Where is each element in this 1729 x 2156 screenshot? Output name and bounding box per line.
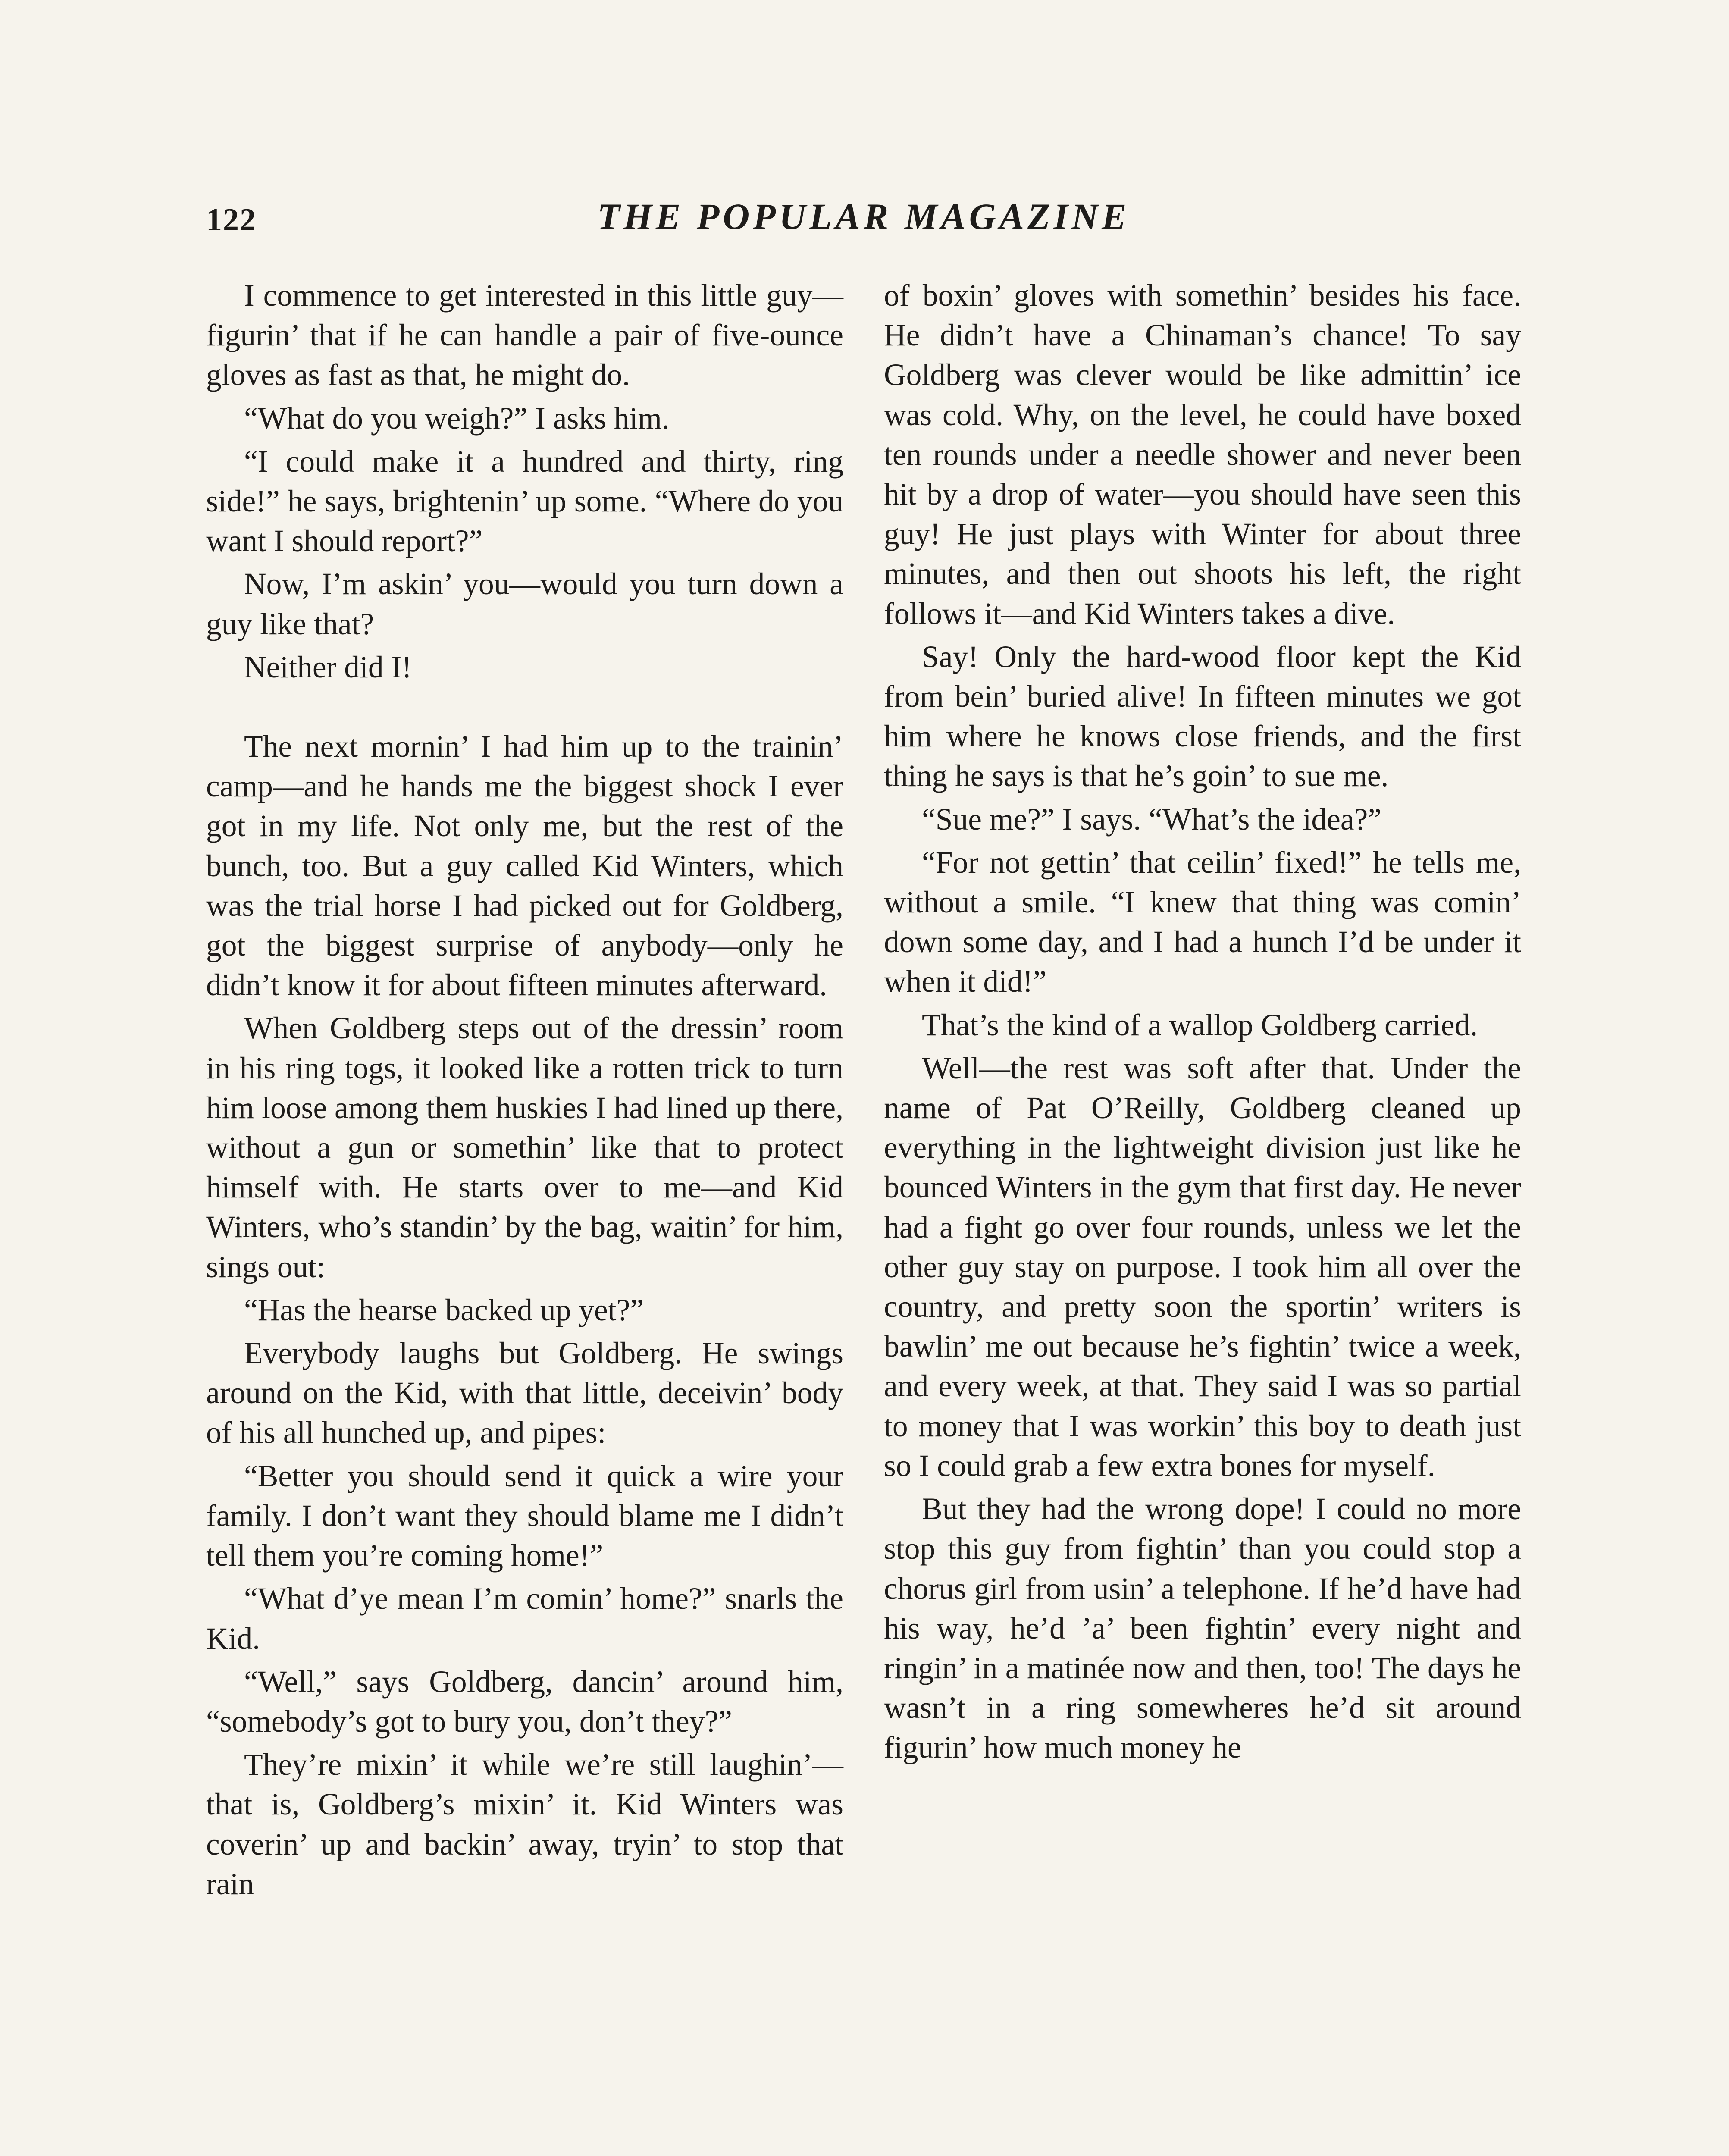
paragraph: “What d’ye mean I’m comin’ home?” snarls the Kid.	[206, 1582, 843, 1656]
paragraph: Well—the rest was soft after that. Under the name of Pat O’Reilly, Goldberg cleaned up everything in the lightweight division just like he bounced Winters in the gym that first day. He never had a fight go over four rounds, unless we let the other guy stay on purpose. I took him all over the country, and pretty soon the sportin’ writers is bawlin’ me out because he’s fightin’ twice a week, and every week, at that. They said I was so partial to money that I was workin’ this boy to death just so I could grab a few extra bones for myself.	[884, 1051, 1521, 1483]
paragraph: “Well,” says Goldberg, dancin’ around him, “somebody’s got to bury you, don’t they?”	[206, 1664, 843, 1739]
paragraph: Now, I’m askin’ you—would you turn down a guy like that?	[206, 567, 843, 641]
paragraph: “What do you weigh?” I asks him.	[244, 401, 670, 436]
paragraph: “I could make it a hundred and thirty, ring side!” he says, brightenin’ up some. “Where do you want I should report?”	[206, 444, 843, 558]
paragraph: That’s the kind of a wallop Goldberg carried.	[922, 1008, 1478, 1042]
paragraph: When Goldberg steps out of the dressin’ room in his ring togs, it looked like a rotten trick to turn him loose among them huskies I had lined up there, without a gun or somethin’ like that to protect himself with. He starts over to me—and Kid Winters, who’s standin’ by the bag, waitin’ for him, sings out:	[206, 1011, 843, 1284]
paragraph: “Has the hearse backed up yet?”	[244, 1293, 644, 1327]
paragraph: “Sue me?” I says. “What’s the idea?”	[922, 802, 1382, 837]
paragraph: “For not gettin’ that ceilin’ fixed!” he tells me, without a smile. “I knew that thing was comin’ down some day, and I had a hunch I’d be under it when it did!”	[884, 845, 1521, 999]
paragraph: Neither did I!	[244, 650, 412, 684]
right-column	[884, 276, 1521, 1771]
paragraph: of boxin’ gloves with somethin’ besides his face. He didn’t have a Chinaman’s chance! To say Goldberg was clever would be like admittin’ ice was cold. Why, on the level, he could have boxed ten rounds under a needle shower and never been hit by a drop of water—you should have seen this guy! He just plays with Winter for about three minutes, and then out shoots his left, the right follows it—and Kid Winters takes a dive.	[884, 279, 1521, 631]
paragraph: Say! Only the hard-wood floor kept the Kid from bein’ buried alive! In fifteen minutes we got him where he knows close friends, and the first thing he says is that he’s goin’ to sue me.	[884, 639, 1521, 793]
paragraph: I commence to get interested in this little guy—figurin’ that if he can handle a pair of five-ounce gloves as fast as that, he might do.	[206, 279, 843, 392]
running-head: THE POPULAR MAGAZINE	[597, 196, 1130, 237]
paragraph: Everybody laughs but Goldberg. He swings around on the Kid, with that little, deceivin’ body of his all hunched up, and pipes:	[206, 1336, 843, 1450]
left-column	[206, 276, 843, 1908]
paragraph: “Better you should send it quick a wire your family. I don’t want they should blame me I didn’t tell them you’re coming home!”	[206, 1459, 843, 1573]
paragraph: They’re mixin’ it while we’re still laughin’—that is, Goldberg’s mixin’ it. Kid Winters was coverin’ up and backin’ away, tryin’ to stop that rain	[206, 1748, 843, 1901]
paragraph: The next mornin’ I had him up to the trainin’ camp—and he hands me the biggest shock I ever got in my life. Not only me, but the rest of the bunch, too. But a guy called Kid Winters, which was the trial horse I had picked out for Goldberg, got the biggest surprise of anybody—only he didn’t know it for about fifteen minutes afterward.	[206, 730, 843, 1003]
paragraph: But they had the wrong dope! I could no more stop this guy from fightin’ than you could stop a chorus girl from usin’ a telephone. If he’d have had his way, he’d ’a’ been fightin’ every night and ringin’ in a matinée now and then, too! The days he wasn’t in a ring somewheres he’d sit around figurin’ how much money he	[884, 1492, 1521, 1765]
page-number: 122	[206, 202, 257, 238]
